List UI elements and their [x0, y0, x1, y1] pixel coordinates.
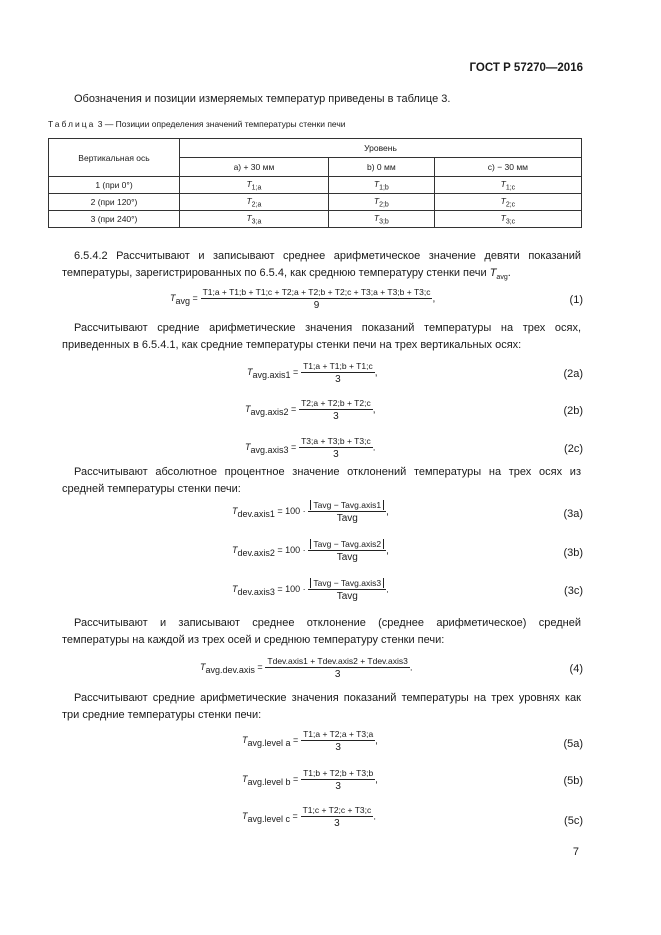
- equation-2c: $T_{avg.axis3}$ = $\frac{T3;a + T3;b + T3;c}{3}$ .: [245, 436, 376, 460]
- equation-number: (5a): [563, 738, 583, 750]
- table-cell: $T_{3;a}$: [180, 211, 329, 228]
- equation-number: (4): [569, 663, 583, 675]
- table-cell: $T_{1;b}$: [328, 177, 434, 194]
- table-cell: $T_{2;b}$: [328, 194, 434, 211]
- equation-number: (2c): [564, 443, 583, 455]
- paragraph-mean-deviation: Рассчитывают и записывают среднее отклонение (среднее арифметическое) средней температуры на каждой из трех осей и среднюю температуру стенки печи:: [62, 617, 581, 646]
- table-row: [49, 194, 582, 211]
- equation-4: $T_{avg.dev.axis}$ = $\frac{\text{Tdev.axis1 + Tdev.axis2 + Tdev.axis3}}{3}$ .: [200, 656, 413, 680]
- document-header: ГОСТ Р 57270—2016: [469, 62, 583, 74]
- equation-3b: $T_{dev.axis2} = 100$ · $\frac{\text{Tavg − Tavg.axis2}}{\text{Tavg}}$ ,: [232, 539, 389, 563]
- equation-3c: $T_{dev.axis3} = 100$ · $\frac{\text{Tavg − Tavg.axis3}}{\text{Tavg}}$ .: [232, 578, 389, 602]
- equation-number: (5c): [564, 815, 583, 827]
- row-axis-label: 2 (при 120°): [49, 194, 180, 211]
- equation-number: (3c): [564, 585, 583, 597]
- intro-paragraph: Обозначения и позиции измеряемых температур приведены в таблице 3.: [74, 93, 451, 105]
- row-axis-label: 3 (при 240°): [49, 211, 180, 228]
- paragraph-axes: Рассчитывают средние арифметические значения показаний температуры на трех осях, приведенных в 6.5.4.1, как средние температуры стенки печи на трех вертикальных осях:: [62, 322, 581, 351]
- header-level-b: b) 0 мм: [328, 158, 434, 177]
- table-cell: $T_{2;a}$: [180, 194, 329, 211]
- table-cell: $T_{1;a}$: [180, 177, 329, 194]
- equation-2a: $T_{avg.axis1}$ = $\frac{T1;a + T1;b + T1;c}{3}$ ,: [247, 361, 378, 385]
- table-row: [49, 211, 582, 228]
- header-level: Уровень: [180, 139, 582, 158]
- equation-5a: $T_{avg.level a}$ = $\frac{T1;a + T2;a + T3;a}{3}$ ,: [242, 729, 378, 753]
- equation-5b: $T_{avg.level b}$ = $\frac{T1;b + T2;b + T3;b}{3}$ ,: [242, 768, 378, 792]
- equation-number: (2b): [563, 405, 583, 417]
- table-cell: $T_{3;c}$: [434, 211, 581, 228]
- paragraph-deviation: Рассчитывают абсолютное процентное значение отклонений температуры на трех осях из средней температуры стенки печи:: [62, 466, 581, 495]
- equation-number: (1): [569, 294, 583, 306]
- header-level-a: a) + 30 мм: [180, 158, 329, 177]
- table-cell: $T_{3;b}$: [328, 211, 434, 228]
- table-caption-title: — Позиции определения значений температуры стенки печи: [104, 119, 346, 129]
- table-caption-number: 3: [97, 119, 103, 129]
- table-cell: $T_{1;c}$: [434, 177, 581, 194]
- equation-number: (3b): [563, 547, 583, 559]
- header-level-c: c) − 30 мм: [434, 158, 581, 177]
- table-caption-prefix: Таблица: [48, 119, 96, 129]
- row-axis-label: 1 (при 0°): [49, 177, 180, 194]
- positions-table: [48, 138, 582, 228]
- table-caption: [48, 119, 346, 129]
- paragraph-6542: 6.5.4.2 Рассчитывают и записывают среднее арифметическое значение девяти показаний температуры, зарегистрированных по 6.5.4, как среднюю температуру стенки печи $T_{avg}$.: [62, 250, 581, 282]
- equation-number: (2a): [563, 368, 583, 380]
- equation-number: (3a): [563, 508, 583, 520]
- equation-3a: $T_{dev.axis1} = 100$ · $\frac{\text{Tavg − Tavg.axis1}}{\text{Tavg}}$ ,: [232, 500, 389, 524]
- equation-2b: $T_{avg.axis2}$ = $\frac{T2;a + T2;b + T2;c}{3}$ ,: [245, 398, 376, 422]
- header-vertical-axis: Вертикальная ось: [49, 139, 180, 177]
- equation-1: $T_{avg}$ = $\frac{T1;a + T1;b + T1;c + T2;a + T2;b + T2;c + T3;a + T3;b + T3;c}{9}$ ,: [170, 287, 436, 311]
- table-cell: $T_{2;c}$: [434, 194, 581, 211]
- table-row: [49, 177, 582, 194]
- page-number: 7: [572, 846, 579, 858]
- equation-number: (5b): [563, 775, 583, 787]
- paragraph-levels: Рассчитывают средние арифметические значения показаний температуры на трех уровнях как три средние температуры стенки печи:: [62, 692, 581, 721]
- equation-5c: $T_{avg.level c}$ = $\frac{T1;c + T2;c + T3;c}{3}$ .: [242, 805, 377, 829]
